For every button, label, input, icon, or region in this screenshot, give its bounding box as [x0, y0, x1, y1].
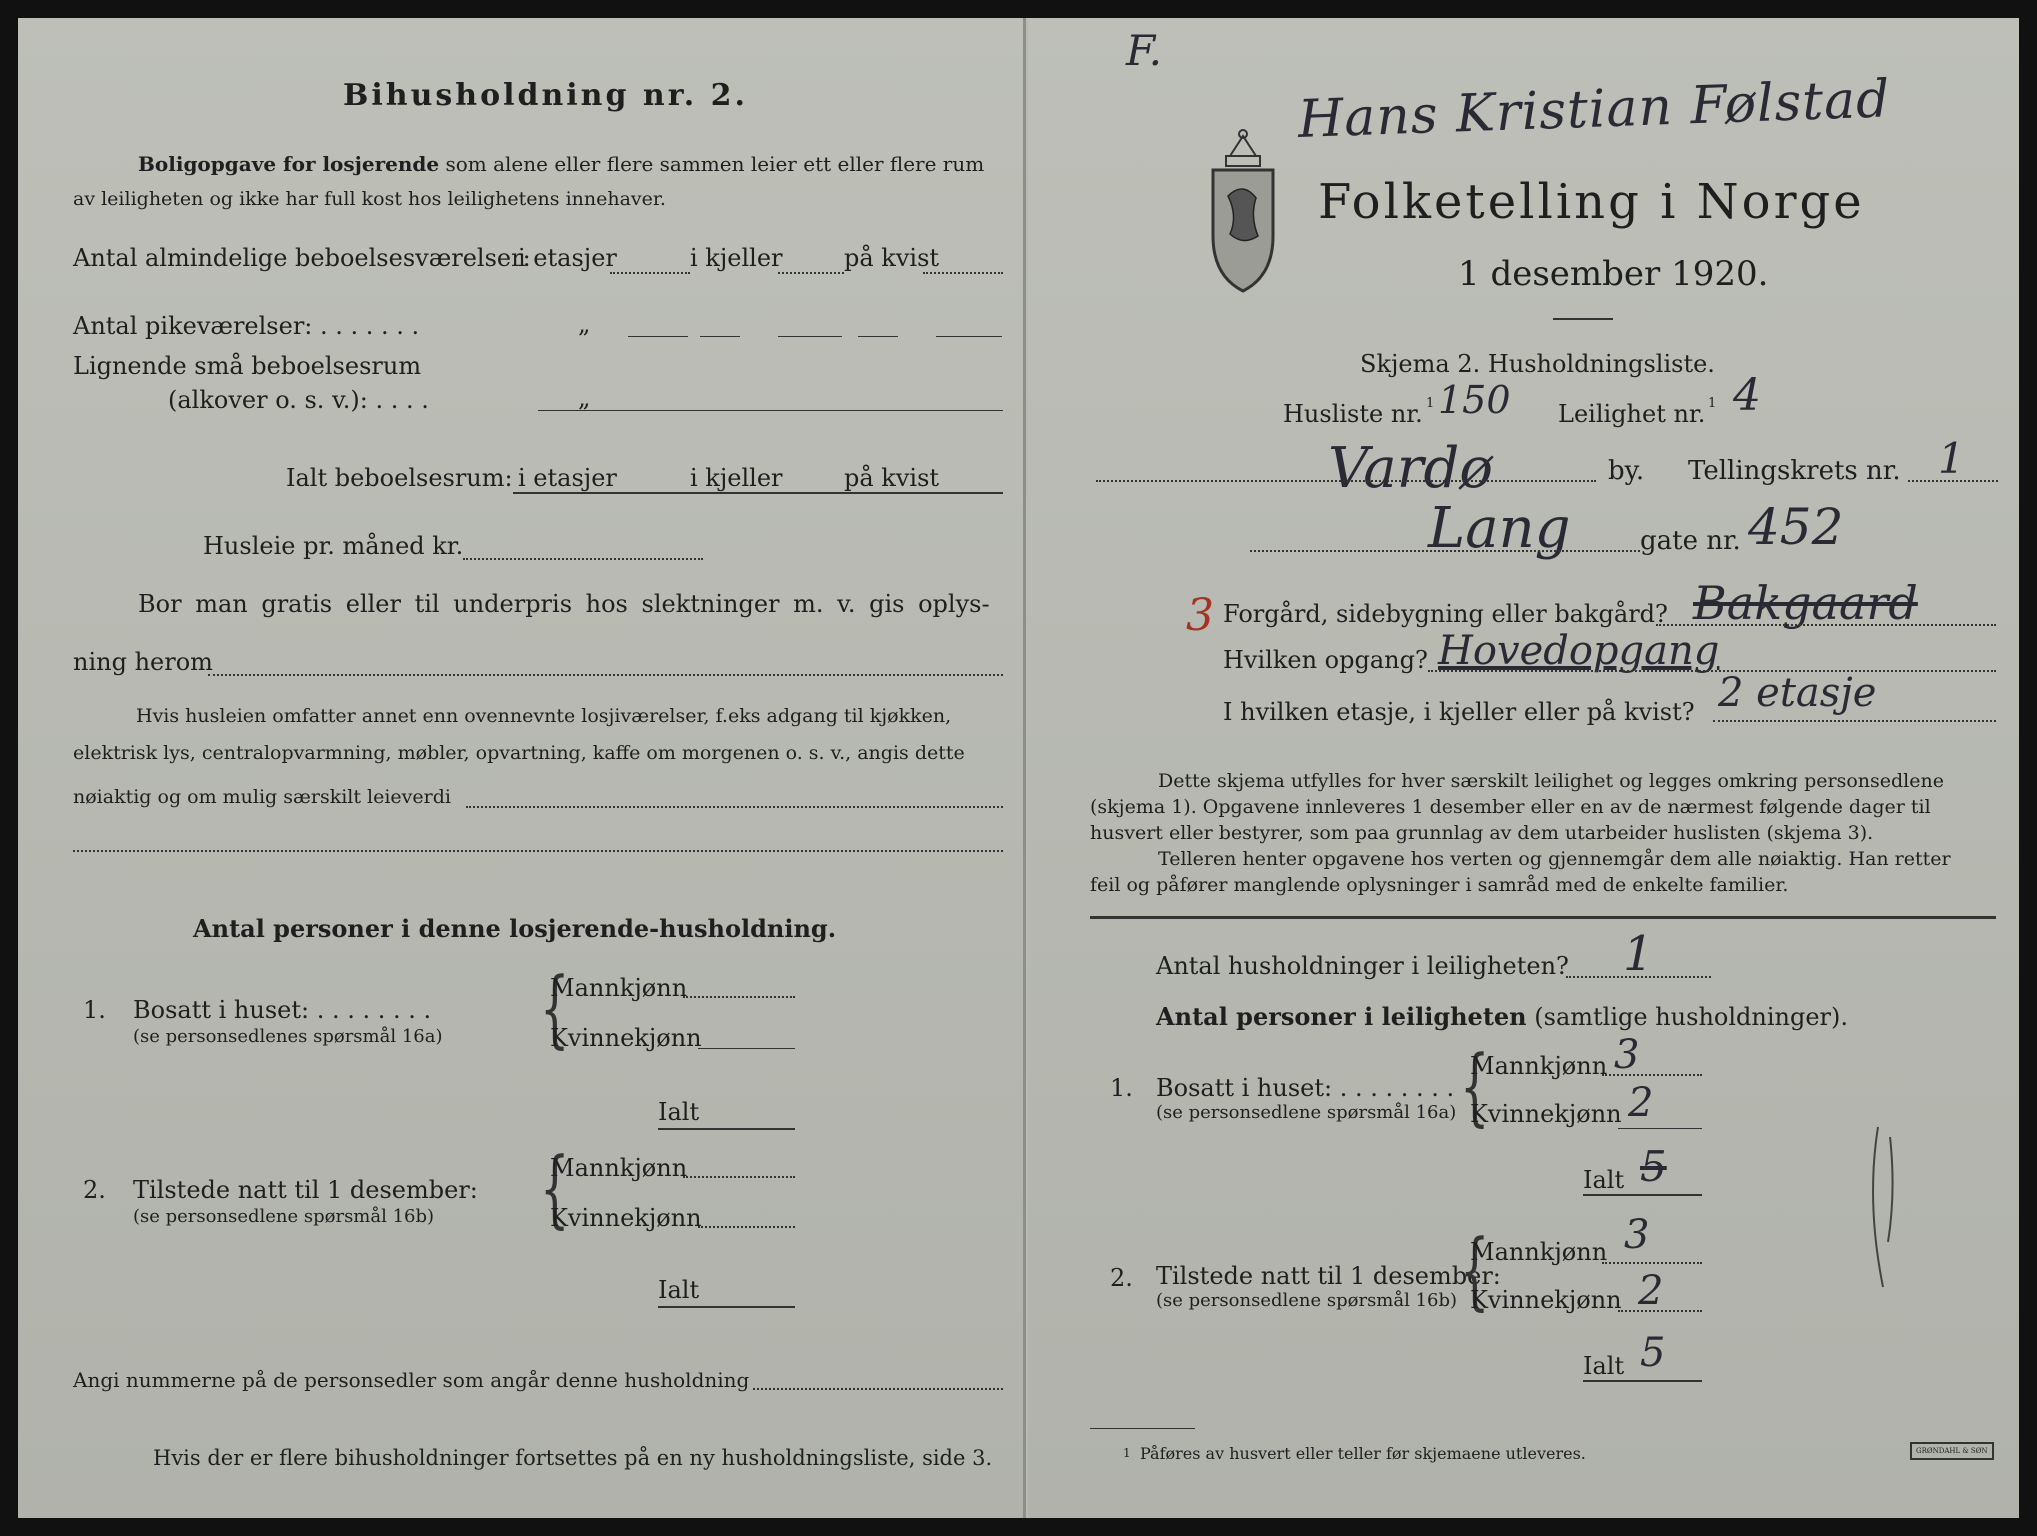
right-q1-label: Bosatt i huset: . . . . . . . .: [1156, 1074, 1455, 1102]
etasje-value[interactable]: 2 etasje: [1718, 670, 1877, 716]
krets-label: Tellingskrets nr.: [1688, 456, 1901, 486]
intro-bold: Boligopgave for losjerende: [138, 152, 440, 176]
right-q2-ialt-value[interactable]: 5: [1640, 1330, 1666, 1376]
husliste-footnote-mark: 1: [1426, 396, 1435, 411]
right-q1-ialt-value[interactable]: 5: [1640, 1142, 1667, 1191]
title-rule: [1553, 318, 1613, 320]
alkover-line[interactable]: [538, 410, 1003, 411]
note-line2: elektrisk lys, centralopvarmning, møbler, opvartning, kaffe om morgenen o. s. v., angis dette: [73, 742, 965, 764]
husliste-value[interactable]: 150: [1438, 378, 1511, 422]
pencil-mark-icon: [1858, 1122, 1898, 1292]
left-q2-brace: {: [540, 1139, 570, 1237]
right-title: Folketelling i Norge: [1318, 174, 1865, 230]
husleie-label: Husleie pr. måned kr.: [203, 532, 464, 560]
left-footer: Hvis der er flere bihusholdninger fortsettes på en ny husholdningsliste, side 3.: [153, 1446, 993, 1470]
pike-line-5[interactable]: [936, 336, 1002, 337]
right-q2-kvinne-line[interactable]: [1618, 1310, 1702, 1312]
husliste-label: Husliste nr.: [1283, 400, 1423, 428]
instr-line5: feil og påfører manglende oplysninger i samråd med de enkelte familier.: [1090, 874, 1789, 896]
right-q1-sub: (se personsedlene spørsmål 16a): [1156, 1102, 1457, 1123]
left-q2-sub: (se personsedlene spørsmål 16b): [133, 1206, 435, 1227]
right-q2-sub: (se personsedlene spørsmål 16b): [1156, 1290, 1458, 1311]
right-q2-label: Tilstede natt til 1 desember:: [1156, 1262, 1501, 1290]
pike-line-4[interactable]: [858, 336, 898, 337]
rooms-kvist-line[interactable]: [923, 272, 1003, 274]
forgaard-label: Forgård, sidebygning eller bakgård?: [1223, 600, 1668, 628]
right-q2-num: 2.: [1110, 1264, 1133, 1292]
red-mark-3: 3: [1186, 590, 1214, 641]
left-persons-heading: Antal personer i denne losjerende-husholdning.: [193, 914, 837, 943]
instr-rule: [1090, 916, 1996, 919]
note-line-extra[interactable]: [73, 850, 1003, 852]
coat-of-arms-icon: [1208, 126, 1278, 294]
left-q2-ialt: Ialt: [658, 1276, 700, 1304]
krets-line[interactable]: [1908, 480, 1998, 482]
husholdninger-line[interactable]: [1566, 976, 1711, 978]
opgang-line[interactable]: [1428, 670, 1996, 672]
note-line1: Hvis husleien omfatter annet enn ovennevnte losjiværelser, f.eks adgang til kjøkken,: [136, 705, 952, 727]
right-q1-brace: {: [1460, 1037, 1490, 1135]
intro-rest: som alene eller flere sammen leier ett eller flere rum: [445, 152, 985, 176]
right-q2-mann-value[interactable]: 3: [1624, 1212, 1650, 1258]
right-q2-mann-line[interactable]: [1602, 1262, 1702, 1264]
gate-value[interactable]: Lang: [1428, 496, 1571, 561]
left-q1-label: Bosatt i huset: . . . . . . . .: [133, 996, 432, 1024]
right-q2-kvinne-value[interactable]: 2: [1638, 1268, 1664, 1314]
pike-line-2[interactable]: [700, 336, 740, 337]
census-date: 1 desember 1920.: [1458, 254, 1769, 294]
handwritten-name: Hans Kristian Følstad: [1296, 69, 1892, 150]
ditto-2: „: [578, 384, 591, 412]
left-q1-ialt: Ialt: [658, 1098, 700, 1126]
right-persons-heading-bold: Antal personer i leiligheten: [1156, 1002, 1527, 1031]
opgang-label: Hvilken opgang?: [1223, 646, 1428, 674]
left-q1-sub: (se personsedlenes spørsmål 16a): [133, 1026, 443, 1047]
left-q2-kvinne: Kvinnekjønn: [550, 1204, 702, 1232]
intro-line2: av leiligheten og ikke har full kost hos leilighetens innehaver.: [73, 188, 666, 210]
gratis-line[interactable]: [208, 674, 1003, 676]
ialt-kvist: på kvist: [844, 464, 940, 492]
right-q2-ialt: Ialt: [1583, 1352, 1625, 1380]
angi-label: Angi nummerne på de personsedler som angår denne husholdning: [73, 1368, 750, 1392]
rooms-kvist: på kvist: [844, 244, 940, 272]
pikevaerelser-label: Antal pikeværelser: . . . . . . .: [73, 312, 420, 340]
right-q2-kvinne: Kvinnekjønn: [1470, 1286, 1622, 1314]
rooms-kjeller-line[interactable]: [778, 272, 844, 274]
right-q1-mann: Mannkjønn: [1470, 1052, 1608, 1080]
printer-stamp: GRØNDAHL & SØN: [1910, 1442, 1994, 1460]
left-q2-num: 2.: [83, 1176, 106, 1204]
left-page: [18, 18, 1026, 1518]
by-line[interactable]: [1096, 480, 1596, 482]
alkover-label: (alkover o. s. v.): . . . .: [168, 386, 429, 414]
krets-value[interactable]: 1: [1938, 434, 1965, 483]
rooms-etasjer-line[interactable]: [610, 272, 690, 274]
gratis-line1: Bor man gratis eller til underpris hos slektninger m. v. gis oplys-: [138, 590, 990, 618]
right-q1-kvinne-value[interactable]: 2: [1628, 1080, 1654, 1126]
left-q2-kvinne-line[interactable]: [698, 1226, 795, 1228]
by-value[interactable]: Vardø: [1328, 436, 1494, 501]
forgaard-line[interactable]: [1656, 624, 1996, 626]
footnote-text: Påføres av husvert eller teller før skjemaene utleveres.: [1140, 1444, 1586, 1463]
gate-line[interactable]: [1250, 550, 1640, 552]
note-line3: nøiaktig og om mulig særskilt leieverdi: [73, 786, 451, 808]
smaa-rum-label: Lignende små beboelsesrum: [73, 352, 422, 380]
opgang-value[interactable]: Hovedopgang: [1438, 628, 1720, 674]
right-q1-kvinne: Kvinnekjønn: [1470, 1100, 1622, 1128]
instr-line1: Dette skjema utfylles for hver særskilt leilighet og legges omkring personsedlene: [1158, 770, 1944, 792]
right-q2-brace: {: [1460, 1221, 1490, 1319]
husleie-line[interactable]: [463, 558, 703, 560]
left-q1-ialt-line[interactable]: [658, 1128, 795, 1130]
leilighet-label: Leilighet nr.: [1558, 400, 1706, 428]
pike-line-1[interactable]: [628, 336, 688, 337]
angi-line[interactable]: [753, 1388, 1003, 1390]
right-q1-ialt: Ialt: [1583, 1166, 1625, 1194]
ialt-etasjer: i etasjer: [518, 464, 617, 492]
instr-line4: Telleren henter opgavene hos verten og gjennemgår dem alle nøiaktig. Han retter: [1158, 848, 1951, 870]
left-q1-mann-line[interactable]: [683, 996, 795, 998]
footnote-number: 1: [1123, 1446, 1131, 1460]
right-q1-num: 1.: [1110, 1074, 1133, 1102]
instr-line3: husvert eller bestyrer, som paa grunnlag av dem utarbeider huslisten (skjema 3).: [1090, 822, 1874, 844]
leilighet-value[interactable]: 4: [1733, 370, 1761, 421]
footnote-rule: [1090, 1428, 1195, 1429]
forgaard-value[interactable]: Bakgaard: [1693, 576, 1918, 630]
rooms-kjeller: i kjeller: [690, 244, 783, 272]
rooms-etasjer: i etasjer: [518, 244, 617, 272]
gratis-line2: ning herom: [73, 648, 213, 676]
left-q2-ialt-line[interactable]: [658, 1306, 795, 1308]
rooms-label: Antal almindelige beboelsesværelser:: [73, 244, 531, 272]
pike-line-3[interactable]: [778, 336, 842, 337]
gate-label: gate nr.: [1640, 526, 1741, 556]
gate-nr-value[interactable]: 452: [1748, 498, 1844, 556]
right-q1-mann-line[interactable]: [1602, 1074, 1702, 1076]
husholdninger-label: Antal husholdninger i leiligheten?: [1156, 952, 1569, 980]
left-q1-brace: {: [540, 959, 570, 1057]
leilighet-footnote-mark: 1: [1708, 396, 1717, 411]
census-form-spread: [18, 18, 2019, 1518]
left-q1-kvinne: Kvinnekjønn: [550, 1024, 702, 1052]
left-q2-mann-line[interactable]: [683, 1176, 795, 1178]
right-page: [1028, 18, 2019, 1518]
left-q1-mann: Mannkjønn: [550, 974, 688, 1002]
etasje-label: I hvilken etasje, i kjeller eller på kvist?: [1223, 698, 1695, 726]
skjema-label: Skjema 2. Husholdningsliste.: [1360, 350, 1715, 378]
right-persons-heading-rest: (samtlige husholdninger).: [1534, 1003, 1849, 1031]
ialt-kjeller: i kjeller: [690, 464, 783, 492]
right-q1-ialt-line[interactable]: [1583, 1194, 1702, 1196]
etasje-line[interactable]: [1713, 720, 1996, 722]
ialt-label: Ialt beboelsesrum:: [286, 464, 513, 492]
right-q2-mann: Mannkjønn: [1470, 1238, 1608, 1266]
ialt-line[interactable]: [513, 492, 1003, 494]
right-q2-ialt-line[interactable]: [1583, 1380, 1702, 1382]
note-line[interactable]: [466, 806, 1003, 808]
ditto-1: „: [578, 310, 591, 338]
left-q1-num: 1.: [83, 996, 106, 1024]
right-q1-kvinne-line[interactable]: [1618, 1128, 1702, 1129]
left-title: Bihusholdning nr. 2.: [343, 78, 748, 113]
husholdninger-value[interactable]: 1: [1623, 926, 1654, 982]
by-label: by.: [1608, 456, 1645, 486]
right-q1-mann-value[interactable]: 3: [1614, 1032, 1640, 1078]
left-q2-mann: Mannkjønn: [550, 1154, 688, 1182]
left-q2-label: Tilstede natt til 1 desember:: [133, 1176, 478, 1204]
left-q1-kvinne-line[interactable]: [698, 1048, 795, 1049]
handwritten-f: F.: [1126, 26, 1162, 75]
instr-line2: (skjema 1). Opgavene innleveres 1 desember eller en av de nærmest følgende dager til: [1090, 796, 1931, 818]
